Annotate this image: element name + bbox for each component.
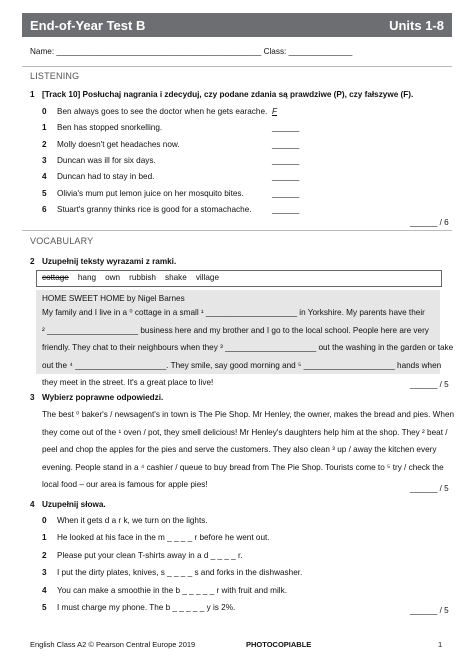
- answer-field[interactable]: ______: [272, 155, 300, 165]
- box-word: hang: [77, 273, 97, 282]
- item-number: 2: [42, 550, 47, 560]
- item-text[interactable]: You can make a smoothie in the b _ _ _ _ _ r with fruit and milk.: [57, 585, 287, 595]
- text-line: My family and I live in a ⁰ cottage in a small ¹ ____________________ in Yorkshire. My parents have their: [42, 308, 425, 317]
- answer-field[interactable]: F: [272, 107, 278, 116]
- box-word: shake: [164, 273, 187, 282]
- answer-field[interactable]: ______: [272, 123, 300, 133]
- item-text: Duncan had to stay in bed.: [57, 172, 155, 182]
- score-q2[interactable]: ______ / 5: [410, 380, 449, 389]
- box-word: own: [105, 273, 121, 282]
- item-number: 0: [42, 107, 47, 116]
- answer-field[interactable]: ______: [272, 188, 300, 198]
- answer-field[interactable]: ______: [272, 139, 300, 149]
- footer-copyright: English Class A2 © Pearson Central Europe 2019: [30, 640, 196, 649]
- item-number: 3: [42, 568, 47, 578]
- divider: [22, 230, 452, 231]
- question-instruction: Uzupełnij słowa.: [42, 500, 106, 509]
- text-line: they meet in the street. It's a great place to live!: [42, 378, 214, 387]
- box-word: rubbish: [129, 273, 156, 282]
- score-listening[interactable]: ______ / 6: [410, 218, 449, 227]
- item-text[interactable]: He looked at his face in the m _ _ _ _ r before he went out.: [57, 533, 270, 543]
- item-number: 4: [42, 585, 47, 595]
- item-number: 6: [42, 204, 47, 214]
- item-text: Stuart's granny thinks rice is good for a stomachache.: [57, 204, 252, 214]
- item-text[interactable]: I put the dirty plates, knives, s _ _ _ _ s and forks in the dishwasher.: [57, 568, 303, 578]
- item-text: Olivia's mum put lemon juice on her mosquito bites.: [57, 188, 244, 198]
- score-q4[interactable]: ______ / 5: [410, 606, 449, 615]
- choice-text: [42, 406, 455, 494]
- item-number: 5: [42, 188, 47, 198]
- item-text: Ben always goes to see the doctor when he gets earache.: [57, 107, 268, 116]
- question-number: 1: [30, 90, 35, 99]
- question-instruction: [Track 10] Posłuchaj nagrania i zdecyduj, czy podane zdania są prawdziwe (P), czy fałszywe (F).: [42, 90, 414, 99]
- answer-field[interactable]: ______: [272, 172, 300, 182]
- box-word: cottage: [42, 273, 69, 282]
- divider: [22, 66, 452, 67]
- item-number: 1: [42, 123, 47, 133]
- item-text[interactable]: Please put your clean T-shirts away in a d _ _ _ _ r.: [57, 550, 243, 560]
- question-number: 4: [30, 500, 35, 509]
- header-bar: [22, 13, 452, 37]
- footer-photocopiable: PHOTOCOPIABLE: [246, 640, 312, 649]
- question-instruction: Uzupełnij teksty wyrazami z ramki.: [42, 257, 177, 266]
- name-class-field[interactable]: Name: _____________________________________________ Class: ______________: [30, 47, 353, 56]
- item-number: 2: [42, 139, 47, 149]
- test-title: End-of-Year Test B: [30, 17, 146, 33]
- item-text: Molly doesn't get headaches now.: [57, 139, 180, 149]
- text-line: The best ⁰ baker's / newsagent's in town is The Pie Shop. Mr Henley, the owner, makes the bread and pies. When: [42, 410, 455, 419]
- listening-heading: LISTENING: [30, 71, 80, 81]
- text-line: evening. People stand in a ⁴ cashier / queue to buy bread from The Pie Shop. Tourists come to ⁵ try / check the: [42, 462, 444, 472]
- gap-fill-text: [42, 304, 454, 392]
- question-number: 2: [30, 257, 35, 266]
- text-line: they come out of the ¹ oven / pot, they smell delicious! Mr Henley's daughters help him at the shop. They ² beat /: [42, 427, 448, 437]
- text-line: ² ____________________ business here and my brother and I go to the local school. People here are very: [42, 325, 429, 335]
- question-instruction: Wybierz poprawne odpowiedzi.: [42, 393, 164, 402]
- score-q3[interactable]: ______ / 5: [410, 484, 449, 493]
- text-line: peel and chop the apples for the pies and serve the customers. They also clean ³ up / away the kitchen every: [42, 445, 437, 454]
- units-label: Units 1-8: [389, 17, 444, 33]
- page-number: 1: [438, 640, 443, 649]
- text-line: friendly. They chat to their neighbours when they ³ ____________________ out the washing in the garden or take: [42, 343, 454, 352]
- item-text: Duncan was ill for six days.: [57, 155, 156, 165]
- text-line: local food – our area is famous for apple pies!: [42, 480, 208, 489]
- item-number: 5: [42, 603, 47, 612]
- vocabulary-heading: VOCABULARY: [30, 236, 94, 246]
- box-word: village: [195, 273, 220, 282]
- text-title: HOME SWEET HOME by Nigel Barnes: [42, 294, 185, 303]
- item-text[interactable]: When it gets d a r k, we turn on the lights.: [57, 516, 208, 525]
- answer-field[interactable]: ______: [272, 204, 300, 214]
- item-number: 3: [42, 155, 47, 165]
- word-box: [36, 270, 442, 287]
- question-number: 3: [30, 393, 35, 402]
- item-text[interactable]: I must charge my phone. The b _ _ _ _ _ y is 2%.: [57, 603, 236, 612]
- text-line: out the ⁴ ____________________. They smile, say good morning and ⁵ ____________________ hands when: [42, 360, 442, 370]
- item-number: 0: [42, 516, 47, 525]
- item-number: 4: [42, 172, 47, 182]
- item-text: Ben has stopped snorkelling.: [57, 123, 163, 133]
- item-number: 1: [42, 533, 47, 543]
